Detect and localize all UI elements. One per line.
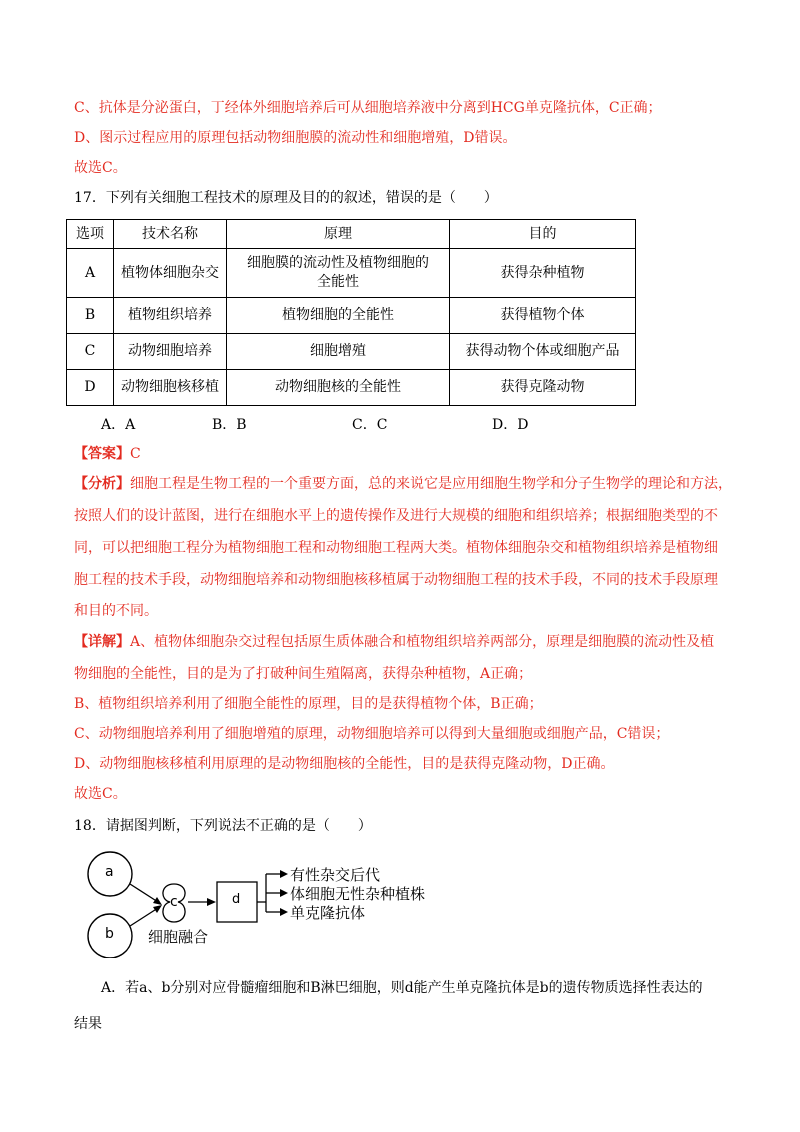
table-cell: 植物体细胞杂交 (114, 249, 227, 298)
table-cell: 细胞增殖 (227, 334, 450, 370)
detail-text: A、植物体细胞杂交过程包括原生质体融合和植物组织培养两部分，原理是细胞膜的流动性及植 (130, 634, 715, 650)
analysis-line-5: 和目的不同。 (74, 603, 158, 619)
fusion-label: 细胞融合 (148, 928, 209, 946)
analysis-line-4: 胞工程的技术手段，动物细胞培养和动物细胞核移植属于动物细胞工程的技术手段，不同的技术手段原理 (74, 572, 718, 588)
option-c[interactable]: C．C (352, 417, 388, 433)
option-b[interactable]: B．B (212, 417, 247, 433)
q18-diagram (86, 848, 466, 958)
output-sexual-hybrid: 有性杂交后代 (290, 866, 381, 884)
arrowhead (280, 870, 288, 878)
table-cell: 植物细胞的全能性 (227, 298, 450, 334)
analysis-line-3: 同，可以把细胞工程分为植物细胞工程和动物细胞工程两大类。植物体细胞杂交和植物组织培养是植物细 (74, 540, 718, 556)
prev-explanation-d: D、图示过程应用的原理包括动物细胞膜的流动性和细胞增殖，D错误。 (74, 130, 517, 146)
table-cell: 动物细胞培养 (114, 334, 227, 370)
q18-stem: 18．请据图判断，下列说法不正确的是（ ） (74, 818, 372, 834)
q18-option-a-line-1[interactable]: A．若a、b分别对应骨髓瘤细胞和B淋巴细胞，则d能产生单克隆抗体是b的遗传物质选择性表达的 (101, 980, 703, 996)
option-a[interactable]: A．A (101, 417, 136, 433)
detail-line-3: B、植物组织培养利用了细胞全能性的原理，目的是获得植物个体，B正确； (74, 696, 543, 712)
table-cell: A (67, 249, 114, 298)
table-row (67, 334, 636, 370)
header-purpose: 目的 (450, 220, 636, 249)
table-cell: D (67, 370, 114, 406)
table-row (67, 249, 636, 298)
analysis-line-2: 按照人们的设计蓝图，进行在细胞水平上的遗传操作及进行大规模的细胞和组织培养；根据细胞类型的不 (74, 508, 718, 524)
detail-line-5: D、动物细胞核移植利用原理的是动物细胞核的全能性，目的是获得克隆动物，D正确。 (74, 756, 615, 772)
detail-line-4: C、动物细胞培养利用了细胞增殖的原理，动物细胞培养可以得到大量细胞或细胞产品，C错误； (74, 726, 670, 742)
q17-conclusion: 故选C。 (74, 786, 127, 802)
detail-line-2: 物细胞的全能性，目的是为了打破种间生殖隔离，获得杂种植物，A正确； (74, 666, 533, 682)
arrow-a-to-c (130, 884, 158, 902)
header-principle: 原理 (227, 220, 450, 249)
cell-c-label: c (170, 894, 178, 910)
table-cell: 获得植物个体 (450, 298, 636, 334)
cell-a-label: a (105, 864, 114, 880)
cell-b-label: b (105, 926, 114, 942)
table-cell: 获得杂种植物 (450, 249, 636, 298)
prev-conclusion: 故选C。 (74, 160, 127, 176)
table-header-row (67, 220, 636, 249)
table-cell: 细胞膜的流动性及植物细胞的全能性 (227, 249, 450, 298)
arrowhead (280, 908, 288, 916)
table-row (67, 370, 636, 406)
arrowhead (207, 898, 216, 906)
option-d[interactable]: D．D (492, 417, 529, 433)
arrowhead (153, 905, 162, 913)
table-cell: B (67, 298, 114, 334)
arrowhead (153, 897, 162, 905)
table-cell: 动物细胞核移植 (114, 370, 227, 406)
arrowhead (280, 889, 288, 897)
table-cell: 获得克隆动物 (450, 370, 636, 406)
table-cell: 动物细胞核的全能性 (227, 370, 450, 406)
detail-line-1 (74, 632, 714, 652)
table-cell: 植物组织培养 (114, 298, 227, 334)
answer-value: C (130, 446, 141, 462)
output-monoclonal-antibody: 单克隆抗体 (290, 904, 366, 922)
output-somatic-hybrid: 体细胞无性杂种植株 (290, 885, 426, 903)
q18-option-a-line-2[interactable]: 结果 (74, 1016, 102, 1032)
table-row (67, 298, 636, 334)
table-cell: 获得动物个体或细胞产品 (450, 334, 636, 370)
arrow-b-to-c (130, 908, 158, 926)
q17-table (66, 219, 636, 406)
prev-explanation-c: C、抗体是分泌蛋白，丁经体外细胞培养后可从细胞培养液中分离到HCG单克隆抗体，C正确； (74, 100, 662, 116)
detail-tag: 【详解】 (74, 634, 130, 650)
header-technique: 技术名称 (114, 220, 227, 249)
analysis-tag: 【分析】 (74, 476, 130, 492)
q17-answer (74, 444, 141, 464)
q17-stem: 17．下列有关细胞工程技术的原理及目的的叙述，错误的是（ ） (74, 190, 498, 206)
analysis-line-1 (74, 474, 732, 494)
table-cell: C (67, 334, 114, 370)
answer-tag: 【答案】 (74, 446, 130, 462)
analysis-text: 细胞工程是生物工程的一个重要方面，总的来说它是应用细胞生物学和分子生物学的理论和方法， (130, 476, 732, 492)
box-d-label: d (232, 892, 241, 907)
header-option: 选项 (67, 220, 114, 249)
